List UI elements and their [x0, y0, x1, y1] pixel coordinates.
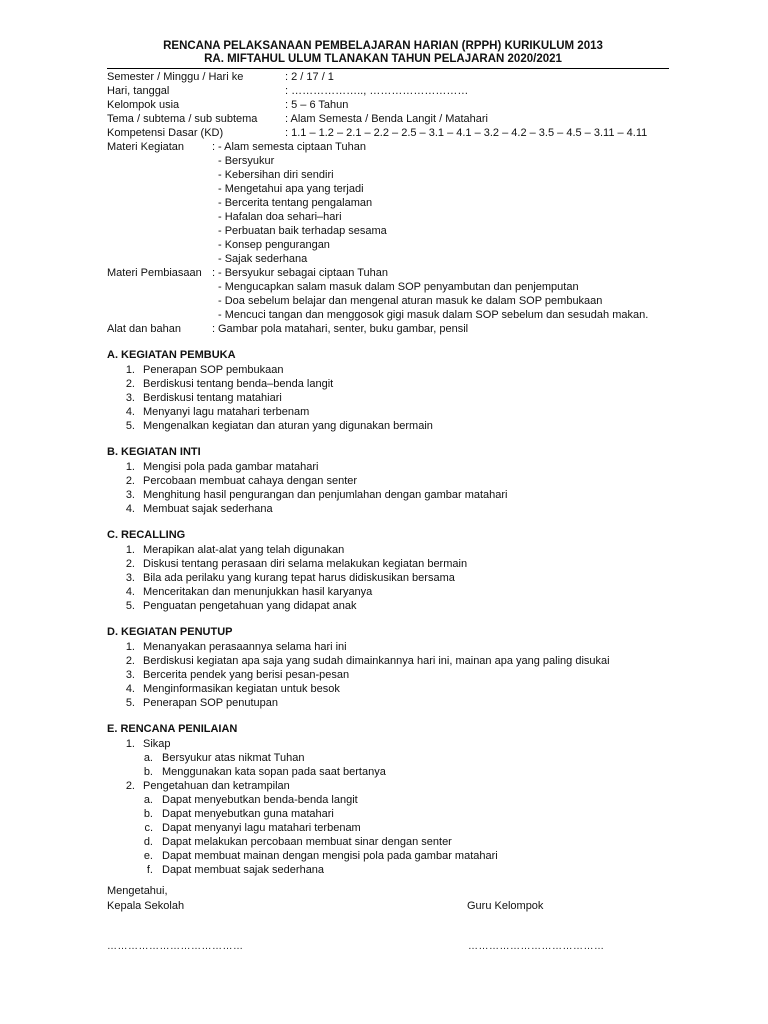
list-text: Dapat menyebutkan guna matahari [162, 808, 334, 820]
materi-kegiatan-label: Materi Kegiatan [107, 141, 185, 153]
signature-line-right: ………………………………… [468, 941, 605, 952]
section-list [107, 543, 669, 613]
section-title: C. RECALLING [107, 529, 186, 541]
list-number: 2. [125, 558, 135, 570]
list-text: Menggunakan kata sopan pada saat bertanya [162, 766, 386, 778]
list-letter: b. [143, 766, 153, 778]
penilaian-section [107, 722, 669, 877]
materi-item: - Doa sebelum belajar dan mengenal aturan masuk ke dalam SOP pembukaan [218, 295, 603, 307]
kegiatan-sections [107, 348, 669, 710]
identity-row [107, 112, 669, 126]
kegiatan-section [107, 528, 669, 613]
identity-block [107, 70, 669, 140]
penilaian-groups [107, 737, 669, 877]
alat-bahan-label: Alat dan bahan [107, 323, 182, 335]
document-title-line2: RA. MIFTAHUL ULUM TLANAKAN TAHUN PELAJARAN 2020/2021 [204, 53, 562, 65]
list-item [107, 835, 669, 849]
penilaian-group [107, 779, 669, 793]
list-letter: c. [144, 822, 153, 834]
list-item [107, 863, 669, 877]
list-text: Penerapan SOP penutupan [143, 697, 278, 709]
section-list [107, 640, 669, 710]
list-item [107, 599, 669, 613]
section-title: D. KEGIATAN PENUTUP [107, 626, 233, 638]
list-item [107, 488, 669, 502]
list-number: 1. [125, 544, 135, 556]
list-text: Mengisi pola pada gambar matahari [143, 461, 319, 473]
list-text: Merapikan alat-alat yang telah digunakan [143, 544, 345, 556]
list-number: 4. [125, 683, 135, 695]
list-number: 3. [125, 572, 135, 584]
list-number: 5. [125, 600, 135, 612]
list-number: 3. [125, 489, 135, 501]
list-text: Penerapan SOP pembukaan [143, 364, 284, 376]
guru-kelompok-label: Guru Kelompok [467, 900, 544, 912]
list-text: Dapat membuat sajak sederhana [162, 864, 325, 876]
section-list [107, 460, 669, 516]
list-letter: f. [146, 864, 153, 876]
list-number: 2. [125, 780, 135, 792]
materi-kegiatan-block [107, 140, 669, 266]
list-text: Menyanyi lagu matahari terbenam [143, 406, 310, 418]
identity-label: Tema / subtema / sub subtema [107, 113, 258, 125]
identity-value: : 5 – 6 Tahun [285, 99, 349, 111]
list-item [107, 557, 669, 571]
list-text: Menghitung hasil pengurangan dan penjumlahan dengan gambar matahari [143, 489, 508, 501]
kepala-sekolah-label: Kepala Sekolah [107, 900, 185, 912]
materi-item: - Alam semesta ciptaan Tuhan [218, 141, 366, 153]
list-item [107, 765, 669, 779]
list-text: Menginformasikan kegiatan untuk besok [143, 683, 340, 695]
list-letter: e. [143, 850, 153, 862]
list-text: Membuat sajak sederhana [143, 503, 273, 515]
list-text: Menceritakan dan menunjukkan hasil karyanya [143, 586, 373, 598]
list-text: Percobaan membuat cahaya dengan senter [143, 475, 358, 487]
list-item [107, 419, 669, 433]
list-item [107, 821, 669, 835]
identity-value: : Alam Semesta / Benda Langit / Matahari [285, 113, 489, 125]
identity-value: : 2 / 17 / 1 [285, 71, 334, 83]
document-title-line1: RENCANA PELAKSANAAN PEMBELAJARAN HARIAN (RPPH) KURIKULUM 2013 [163, 40, 603, 52]
identity-label: Semester / Minggu / Hari ke [107, 71, 244, 83]
list-text: Bercerita pendek yang berisi pesan-pesan [143, 669, 350, 681]
list-number: 4. [125, 406, 135, 418]
materi-item: - Bersyukur sebagai ciptaan Tuhan [218, 267, 388, 279]
list-number: 5. [125, 697, 135, 709]
list-item [107, 807, 669, 821]
materi-item: - Hafalan doa sehari–hari [218, 211, 342, 223]
materi-item: - Kebersihan diri sendiri [218, 169, 334, 181]
materi-item: - Konsep pengurangan [218, 239, 330, 251]
penilaian-title: E. RENCANA PENILAIAN [107, 723, 238, 735]
identity-row [107, 70, 669, 84]
section-list [107, 363, 669, 433]
list-number: 1. [125, 738, 135, 750]
list-text: Menanyakan perasaannya selama hari ini [143, 641, 347, 653]
penilaian-group-header [107, 779, 669, 793]
list-number: 1. [125, 461, 135, 473]
list-text: Diskusi tentang perasaan diri selama melakukan kegiatan bermain [143, 558, 468, 570]
materi-item: - Mengetahui apa yang terjadi [218, 183, 364, 195]
list-item [107, 363, 669, 377]
materi-item: - Bercerita tentang pengalaman [218, 197, 373, 209]
materi-pembiasaan-items [218, 266, 669, 322]
list-text: Dapat menyebutkan benda-benda langit [162, 794, 358, 806]
list-number: 3. [125, 392, 135, 404]
identity-label: Kompetensi Dasar (KD) [107, 127, 224, 139]
identity-value: : 1.1 – 1.2 – 2.1 – 2.2 – 2.5 – 3.1 – 4.1 – 3.2 – 4.2 – 3.5 – 4.5 – 3.11 – 4.11 [285, 127, 648, 139]
list-item [107, 585, 669, 599]
list-number: 1. [125, 641, 135, 653]
identity-label: Kelompok usia [107, 99, 180, 111]
list-text: Pengetahuan dan ketrampilan [143, 780, 290, 792]
list-number: 4. [125, 503, 135, 515]
list-text: Dapat menyanyi lagu matahari terbenam [162, 822, 361, 834]
signature-line-left: ………………………………… [107, 941, 244, 952]
list-item [107, 391, 669, 405]
list-item [107, 571, 669, 585]
list-item [107, 543, 669, 557]
list-letter: a. [143, 752, 153, 764]
list-letter: a. [143, 794, 153, 806]
list-number: 2. [125, 475, 135, 487]
penilaian-sublist [107, 793, 669, 877]
kegiatan-section [107, 445, 669, 516]
list-item [107, 793, 669, 807]
list-number: 3. [125, 669, 135, 681]
list-text: Sikap [143, 738, 171, 750]
signature-block [107, 884, 667, 914]
list-item [107, 751, 669, 765]
materi-kegiatan-sep: : [212, 141, 216, 153]
identity-row [107, 126, 669, 140]
materi-item: - Mencuci tangan dan menggosok gigi masuk dalam SOP sebelum dan sesudah makan. [218, 309, 649, 321]
list-item [107, 654, 669, 668]
title-divider [107, 68, 669, 69]
mengetahui-label: Mengetahui, [107, 885, 168, 897]
identity-label: Hari, tanggal [107, 85, 170, 97]
list-number: 5. [125, 420, 135, 432]
materi-pembiasaan-sep: : [212, 267, 216, 279]
penilaian-group [107, 737, 669, 751]
list-item [107, 474, 669, 488]
identity-value: : ……………….., ……………………… [285, 85, 469, 97]
list-text: Berdiskusi tentang matahiari [143, 392, 282, 404]
identity-row [107, 98, 669, 112]
identity-row [107, 84, 669, 98]
list-text: Berdiskusi kegiatan apa saja yang sudah dimainkannya hari ini, mainan apa yang paling disukai [143, 655, 610, 667]
materi-item: - Perbuatan baik terhadap sesama [218, 225, 387, 237]
list-text: Dapat melakukan percobaan membuat sinar dengan senter [162, 836, 452, 848]
list-text: Berdiskusi tentang benda–benda langit [143, 378, 334, 390]
list-text: Mengenalkan kegiatan dan aturan yang digunakan bermain [143, 420, 433, 432]
materi-kegiatan-items [218, 140, 669, 266]
materi-item: - Sajak sederhana [218, 253, 308, 265]
list-item [107, 682, 669, 696]
list-letter: d. [143, 836, 153, 848]
materi-item: - Bersyukur [218, 155, 275, 167]
list-item [107, 405, 669, 419]
list-number: 2. [125, 655, 135, 667]
penilaian-group-header [107, 737, 669, 751]
penilaian-sublist [107, 751, 669, 779]
list-item [107, 668, 669, 682]
list-text: Bila ada perilaku yang kurang tepat harus didiskusikan bersama [143, 572, 455, 584]
list-item [107, 502, 669, 516]
materi-item: - Mengucapkan salam masuk dalam SOP penyambutan dan penjemputan [218, 281, 579, 293]
list-number: 1. [125, 364, 135, 376]
rpph-document [107, 40, 669, 877]
list-item [107, 460, 669, 474]
list-item [107, 377, 669, 391]
list-text: Bersyukur atas nikmat Tuhan [162, 752, 305, 764]
alat-bahan-sep: : [212, 323, 216, 335]
list-text: Penguatan pengetahuan yang didapat anak [143, 600, 357, 612]
section-title: A. KEGIATAN PEMBUKA [107, 349, 236, 361]
kegiatan-section [107, 348, 669, 433]
list-letter: b. [143, 808, 153, 820]
list-item [107, 849, 669, 863]
materi-pembiasaan-block [107, 266, 669, 322]
section-title: B. KEGIATAN INTI [107, 446, 201, 458]
list-text: Dapat membuat mainan dengan mengisi pola pada gambar matahari [162, 850, 498, 862]
materi-pembiasaan-label: Materi Pembiasaan [107, 267, 202, 279]
alat-bahan-row [107, 322, 669, 336]
kegiatan-section [107, 625, 669, 710]
list-number: 4. [125, 586, 135, 598]
list-number: 2. [125, 378, 135, 390]
alat-bahan-value: Gambar pola matahari, senter, buku gambar, pensil [218, 323, 469, 335]
list-item [107, 640, 669, 654]
list-item [107, 696, 669, 710]
